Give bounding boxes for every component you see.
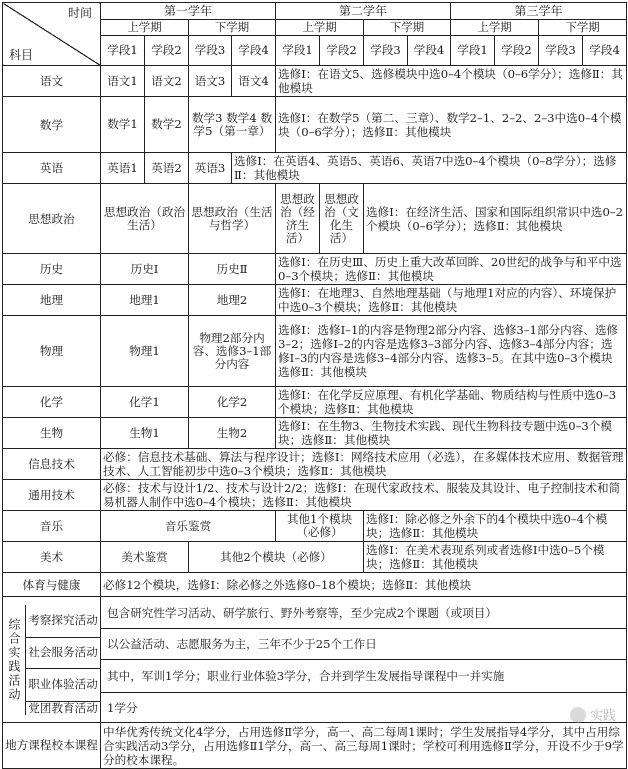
subject-name: 化学 (3, 387, 101, 418)
module-cell: 物理1 (101, 316, 189, 387)
row-math (3, 97, 627, 153)
module-cell: 化学1 (101, 387, 189, 418)
row-chinese (3, 66, 627, 97)
module-cell: 其他1个模块（必修） (276, 511, 364, 542)
content-cell: 必修：技术与设计1/2、技术与设计2/2；选修Ⅰ：在现代家政技术、服装及其设计、电子控制技术和简易机器人制作中选0–4个模块；选修Ⅱ：其他模块 (101, 480, 627, 511)
year-1-header: 第一学年 (101, 3, 276, 20)
stage-header: 学段1 (451, 36, 495, 66)
module-cell: 英语2 (145, 153, 189, 184)
module-cell: 数学1 (101, 97, 145, 153)
row-practice-investigation (3, 597, 627, 629)
content-cell: 必修12个模块，选修Ⅰ：除必修之外选修0–18个模块；选修Ⅱ：其他模块 (101, 573, 627, 597)
module-cell: 思想政治（生活与哲学） (189, 184, 276, 254)
header-year-row (3, 3, 627, 20)
practice-item-name: 社会服务活动 (26, 638, 100, 669)
module-cell: 历史Ⅰ (101, 254, 189, 285)
practice-item-name: 党团教育活动 (28, 700, 98, 715)
module-cell: 语文3 (189, 66, 232, 97)
module-cell: 数学2 (145, 97, 189, 153)
year-2-header: 第二学年 (276, 3, 451, 20)
module-cell: 化学2 (189, 387, 276, 418)
semester-header: 上学期 (276, 20, 364, 36)
subject-name: 信息技术 (3, 449, 101, 480)
stage-header: 学段2 (320, 36, 364, 66)
module-cell: 历史Ⅱ (189, 254, 276, 285)
subject-name: 数学 (3, 97, 101, 153)
stage-header: 学段4 (232, 36, 276, 66)
subject-label: 科目 (9, 48, 34, 62)
row-english (3, 153, 627, 184)
elective-cell: 选修Ⅰ：在生物3、生物技术实践、现代生物科技专题中选0–3个模块；选修Ⅱ：其他模块 (276, 418, 627, 449)
module-cell: 音乐鉴赏 (101, 511, 276, 542)
watermark (570, 705, 616, 724)
elective-cell: 选修Ⅰ：在地理3、自然地理基础（与地理1对应的内容）、环境保护中选0–3个模块；选修Ⅱ：其他模块 (276, 285, 627, 316)
module-cell: 语文1 (101, 66, 145, 97)
content-cell: 必修：信息技术基础、算法与程序设计；选修Ⅰ：网络技术应用（必选），在多媒体技术应用、数据管理技术、人工智能初步中选0–3个模块；选修Ⅱ：其他模块 (101, 449, 627, 480)
content-cell: 1学分 (101, 693, 627, 723)
subject-name: 生物 (3, 418, 101, 449)
row-history (3, 254, 627, 285)
stage-header: 学段1 (101, 36, 145, 66)
module-cell: 语文4 (232, 66, 276, 97)
module-cell: 美术鉴赏 (101, 542, 189, 573)
subject-name: 音乐 (3, 511, 101, 542)
subject-name: 语文 (3, 66, 101, 97)
module-cell: 思想政治（政治生活） (101, 184, 189, 254)
module-cell: 思想政治（文化生活） (320, 184, 364, 254)
semester-header: 下学期 (189, 20, 276, 36)
stage-header: 学段3 (189, 36, 232, 66)
practice-item-name: 考察探究活动 (26, 605, 100, 638)
time-label: 时间 (67, 6, 92, 20)
module-cell: 其他2个模块（必修） (189, 542, 364, 573)
subject-name: 体育与健康 (3, 573, 101, 597)
row-politics (3, 184, 627, 254)
stage-header: 学段4 (408, 36, 451, 66)
elective-cell: 选修Ⅰ：在化学反应原理、有机化学基础、物质结构与性质中选0–3个模块；选修Ⅱ：其他模块 (276, 387, 627, 418)
subject-name: 通用技术 (3, 480, 101, 511)
elective-cell: 选修Ⅰ：除必修之外余下的4个模块中选0–4个模块；选修Ⅱ：其他模块 (364, 511, 627, 542)
elective-cell: 选修Ⅰ：在经济生活、国家和国际组织常识中选0–2个模块（0–6学分）；选修Ⅱ：其他模块 (364, 184, 627, 254)
row-pe (3, 573, 627, 597)
module-cell: 语文2 (145, 66, 189, 97)
module-cell: 数学3 数学4 数学5（第一章） (189, 97, 276, 153)
year-3-header: 第三学年 (451, 3, 627, 20)
row-geography (3, 285, 627, 316)
semester-header: 上学期 (101, 20, 189, 36)
subject-name: 地方课程校本课程 (3, 723, 101, 769)
elective-cell: 选修Ⅰ：在英语4、英语5、英语6、英语7中选0–4个模块（0–8学分）；选修Ⅱ：其他模块 (232, 153, 627, 184)
stage-header: 学段2 (495, 36, 539, 66)
elective-cell: 选修Ⅰ：选修Ⅰ–1的内容是物理2部分内容、选修3–1部分内容、选修3–2；选修Ⅰ–2的内容是选修3–3部分内容、选修3–4部分内容；选修Ⅰ–3的内容是选修3–4部分内容、选修3–5。在其中选0–3个模块选修Ⅱ：其他模块 (276, 316, 627, 387)
stage-header: 学段2 (145, 36, 189, 66)
subject-name: 物理 (3, 316, 101, 387)
row-local (3, 723, 627, 769)
watermark-text: 实践 (589, 709, 616, 724)
stage-header: 学段3 (539, 36, 583, 66)
curriculum-table (2, 2, 627, 769)
row-chemistry (3, 387, 627, 418)
module-cell: 地理1 (101, 285, 189, 316)
stage-header: 学段4 (583, 36, 627, 66)
module-cell: 生物2 (189, 418, 276, 449)
content-cell: 中华优秀传统文化4学分，占用选修Ⅱ学分，高一、高二每周1课时；学生发展指导4学分，其中占用综合实践活动3学分，占用选修Ⅱ1学分，高一、高三每周1课时；学校可利用选修Ⅱ学分，开设不少于9学分的校本课程。 (101, 723, 627, 769)
row-biology (3, 418, 627, 449)
content-cell: 包含研究性学习活动、研学旅行、野外考察等，至少完成2个课题（或项目） (101, 597, 627, 629)
watermark-logo-icon (570, 707, 586, 723)
header-diagonal-cell (3, 3, 101, 66)
subject-name: 美术 (3, 542, 101, 573)
row-it (3, 449, 627, 480)
stage-header: 学段3 (364, 36, 408, 66)
module-cell: 思想政治（经济生活） (276, 184, 320, 254)
stage-header: 学段1 (276, 36, 320, 66)
subject-name: 思想政治 (3, 184, 101, 254)
row-general-tech (3, 480, 627, 511)
elective-cell: 选修Ⅰ：在数学5（第二、三章）、数学2–1、2–2、2–3中选0–4个模块（0–6学分）；选修Ⅱ：其他模块 (276, 97, 627, 153)
curriculum-document (0, 2, 628, 767)
module-cell: 地理2 (189, 285, 276, 316)
practice-category-label: 综合实践活动 (3, 605, 26, 715)
subject-name: 英语 (3, 153, 101, 184)
subject-name: 地理 (3, 285, 101, 316)
content-cell: 其中，军训1学分；职业行业体验3学分，合并到学生发展指导课程中一并实施 (101, 660, 627, 693)
semester-header: 下学期 (539, 20, 627, 36)
elective-cell: 选修Ⅰ：在语文5、选修模块中选0–4个模块（0–6学分）；选修Ⅱ：其他模块 (276, 66, 627, 97)
row-art (3, 542, 627, 573)
content-cell: 以公益活动、志愿服务为主，三年不少于25个工作日 (101, 629, 627, 660)
practice-item-name: 职业体验活动 (26, 669, 100, 702)
module-cell: 英语3 (189, 153, 232, 184)
semester-header: 下学期 (364, 20, 451, 36)
elective-cell: 选修Ⅰ：在美术表现系列或者选修Ⅰ中选0–5个模块；选修Ⅱ：其他模块 (364, 542, 627, 573)
semester-header: 上学期 (451, 20, 539, 36)
module-cell: 物理2部分内容、选修3–1部分内容 (189, 316, 276, 387)
row-physics (3, 316, 627, 387)
module-cell: 生物1 (101, 418, 189, 449)
elective-cell: 选修Ⅰ：在历史Ⅲ、历史上重大改革回眸、20世纪的战争与和平中选0–3个模块；选修Ⅱ：其他模块 (276, 254, 627, 285)
module-cell: 英语1 (101, 153, 145, 184)
row-music (3, 511, 627, 542)
subject-name: 历史 (3, 254, 101, 285)
practice-category-cell (3, 597, 101, 723)
